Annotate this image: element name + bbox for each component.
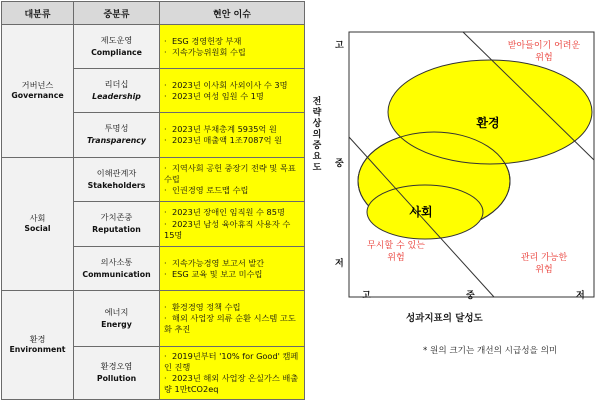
bullet-icon: · — [164, 207, 167, 218]
issue-cell — [160, 25, 305, 69]
sub-category-ko: 이해관계자 — [96, 167, 137, 178]
bullet-icon: · — [164, 268, 167, 279]
bullet-icon: · — [164, 124, 167, 135]
major-category-ko: 환경 — [29, 334, 46, 345]
bullet-icon: · — [164, 301, 167, 312]
issue-text: 2023년 장애인 임직원 수 85명 — [172, 207, 285, 218]
zone-unacceptable-risk: 받아들이기 어려운 위험 — [507, 41, 581, 64]
bullet-icon: · — [164, 218, 167, 229]
issue-item — [164, 373, 301, 395]
issue-text: 지역사회 공헌 중장기 전략 및 목표 수립 — [164, 162, 296, 184]
issue-item — [164, 124, 301, 135]
sub-category-en: Leadership — [92, 92, 141, 102]
sub-category-cell — [74, 346, 160, 399]
issue-text: 환경경영 정책 수립 — [172, 301, 241, 312]
issue-item — [164, 47, 301, 58]
y-axis-title-char: 중 — [312, 141, 322, 151]
sub-category-ko: 환경오염 — [100, 361, 133, 372]
major-category-cell — [2, 291, 74, 400]
sub-category-en: Stakeholders — [87, 180, 146, 190]
sub-category-cell — [74, 113, 160, 157]
y-level-high: 고 — [335, 41, 344, 51]
sub-category-cell — [74, 157, 160, 201]
issue-cell — [160, 346, 305, 399]
header-sub-category: 중분류 — [74, 2, 160, 25]
issue-text: 2023년 여성 임원 수 1명 — [172, 90, 264, 101]
sub-category-en: Communication — [82, 270, 151, 280]
y-axis-title-char: 략 — [312, 108, 322, 118]
issue-text: 2023년 이사회 사외이사 수 3명 — [172, 79, 288, 90]
header-major-category: 대분류 — [2, 2, 74, 25]
issue-item — [164, 135, 301, 146]
issue-item — [164, 36, 301, 47]
y-axis-title-char: 상 — [312, 119, 322, 129]
x-level-low: 저 — [576, 291, 585, 301]
major-category-ko: 사회 — [29, 213, 46, 224]
issue-item — [164, 351, 301, 373]
y-axis-title-char: 도 — [312, 163, 322, 173]
sub-category-en: Energy — [101, 319, 132, 329]
issue-item — [164, 269, 301, 280]
issue-item — [164, 163, 301, 185]
y-axis-title-char: 의 — [312, 130, 322, 140]
bubble-label-social: 사회 — [409, 205, 433, 219]
issue-cell — [160, 113, 305, 157]
issue-item — [164, 185, 301, 196]
issue-cell — [160, 157, 305, 201]
issue-text: ESG 경영헌장 부재 — [172, 35, 242, 46]
x-level-high: 고 — [362, 291, 371, 301]
table-row — [2, 25, 305, 69]
bullet-icon: · — [164, 46, 167, 57]
sub-category-en: Compliance — [91, 47, 142, 57]
risk-matrix — [318, 30, 600, 360]
issue-cell — [160, 69, 305, 113]
sub-category-ko: 가치존중 — [100, 212, 133, 223]
bubble-label-environment: 환경 — [476, 116, 500, 130]
sub-category-ko: 에너지 — [104, 306, 129, 317]
table-row — [2, 157, 305, 201]
sub-category-en: Transparency — [87, 136, 146, 146]
bullet-icon: · — [164, 313, 167, 324]
issue-text: 2023년 부채총계 5935억 원 — [172, 124, 277, 135]
issue-item — [164, 91, 301, 102]
header-issues: 현안 이슈 — [160, 2, 305, 25]
bullet-icon: · — [164, 135, 167, 146]
issue-text: 지속가능경영 보고서 발간 — [172, 257, 265, 268]
sub-category-cell — [74, 69, 160, 113]
issue-item — [164, 219, 301, 241]
sub-category-cell — [74, 201, 160, 246]
issue-item — [164, 258, 301, 269]
y-axis-title-char: 요 — [312, 152, 322, 162]
issue-text: 인권경영 로드맵 수립 — [172, 184, 249, 195]
zone-manageable-risk: 관리 가능한 위험 — [520, 253, 568, 276]
issue-text: ESG 교육 및 보고 미수립 — [172, 268, 263, 279]
x-axis-title: 성과지표의 달성도 — [406, 313, 483, 324]
issue-text: 지속가능위원회 수립 — [172, 46, 246, 57]
sub-category-ko: 제도운영 — [100, 35, 133, 46]
zone-negligible-risk: 무시할 수 있는 위험 — [367, 241, 425, 264]
issue-text: 2023년 매출액 1조7087억 원 — [172, 135, 283, 146]
issue-item — [164, 207, 301, 218]
major-category-cell — [2, 157, 74, 291]
y-axis-title-char: 전 — [312, 97, 322, 107]
sub-category-cell — [74, 25, 160, 69]
sub-category-ko: 의사소통 — [100, 257, 133, 268]
x-level-mid: 중 — [466, 291, 475, 301]
issue-item — [164, 80, 301, 91]
bullet-icon: · — [164, 350, 167, 361]
issue-text: 2023년 남성 육아휴직 사용자 수 15명 — [164, 218, 291, 240]
major-category-en: Governance — [11, 91, 64, 101]
issue-cell — [160, 201, 305, 246]
sub-category-en: Pollution — [96, 374, 137, 384]
issue-text: 해외 사업장 의류 순환 시스템 고도화 추진 — [164, 313, 296, 335]
issue-text: 2019년부터 '10% for Good' 캠페인 진행 — [164, 350, 299, 372]
major-category-en: Social — [24, 224, 51, 234]
y-level-mid: 중 — [335, 159, 344, 169]
sub-category-ko: 투명성 — [104, 123, 129, 134]
bullet-icon: · — [164, 90, 167, 101]
table-row — [2, 291, 305, 346]
sub-category-cell — [74, 247, 160, 291]
sub-category-cell — [74, 291, 160, 346]
bubble-size-note: * 원의 크기는 개선의 시급성을 의미 — [423, 346, 558, 356]
issue-item — [164, 313, 301, 335]
table-header-row — [2, 2, 305, 25]
issue-cell — [160, 247, 305, 291]
issue-item — [164, 302, 301, 313]
bullet-icon: · — [164, 372, 167, 383]
sub-category-ko: 리더십 — [104, 79, 129, 90]
issue-table — [1, 1, 305, 400]
y-level-low: 저 — [335, 259, 344, 269]
major-category-cell — [2, 25, 74, 158]
major-category-ko: 거버넌스 — [21, 80, 54, 91]
bullet-icon: · — [164, 79, 167, 90]
bullet-icon: · — [164, 35, 167, 46]
issue-cell — [160, 291, 305, 346]
bullet-icon: · — [164, 162, 167, 173]
issue-text: 2023년 해외 사업장 온실가스 배출량 1만tCO2eq — [164, 372, 299, 394]
bullet-icon: · — [164, 184, 167, 195]
bullet-icon: · — [164, 257, 167, 268]
sub-category-en: Reputation — [92, 225, 141, 235]
major-category-en: Environment — [9, 345, 66, 355]
